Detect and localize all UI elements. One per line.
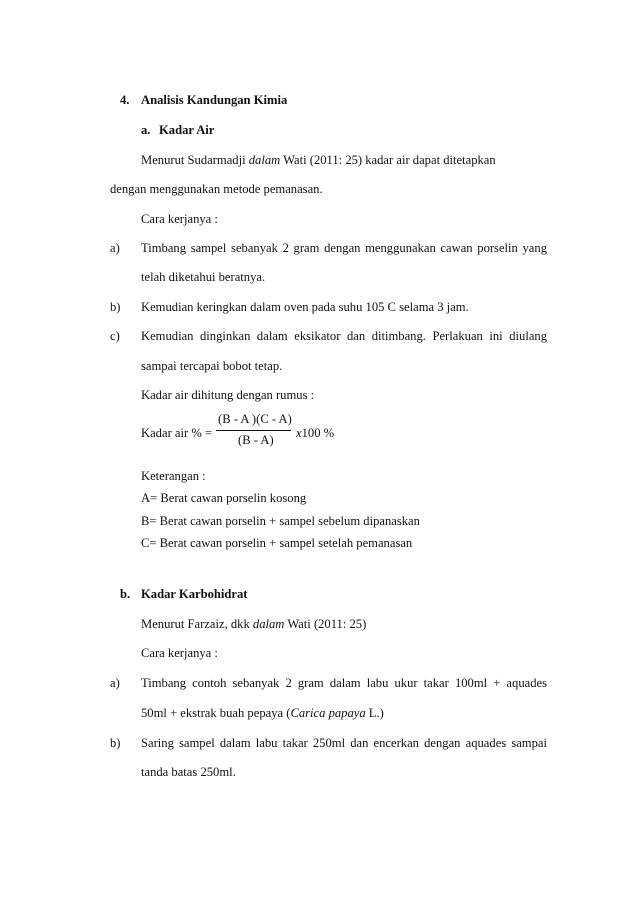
karbo-step-a-line1: Timbang contoh sebanyak 2 gram dalam labu ukur takar 100ml + aquades — [141, 676, 547, 690]
section-number: 4. — [120, 93, 130, 107]
step-b-line1: Kemudian keringkan dalam oven pada suhu 105 C selama 3 jam. — [141, 300, 469, 314]
formula-suffix — [296, 425, 334, 441]
karbohidrat-intro — [141, 616, 366, 632]
subsection-letter-b: b. — [120, 587, 131, 601]
karbo-step-a-line2 — [141, 705, 384, 721]
formula-denominator: (B - A) — [238, 433, 274, 447]
karbo-intro-italic: dalam — [252, 617, 285, 631]
keterangan-a: A= Berat cawan porselin kosong — [141, 491, 307, 505]
fraction-bar — [216, 430, 291, 431]
karbo-step-b-line2: tanda batas 250ml. — [141, 765, 236, 779]
step-a-line2: telah diketahui beratnya. — [141, 270, 266, 284]
intro-italic-dalam: dalam — [248, 153, 281, 167]
karbo-step-a-line2-pre: 50ml + ekstrak buah pepaya ( — [141, 706, 291, 720]
section-title: Analisis Kandungan Kimia — [141, 93, 288, 107]
karbo-step-b-line1: Saring sampel dalam labu takar 250ml dan encerkan dengan aquades sampai — [141, 736, 547, 750]
step-marker-b: b) — [110, 300, 121, 314]
kadar-air-intro-line1 — [141, 152, 547, 168]
formula-lhs: Kadar air % = — [141, 426, 213, 440]
kadar-air-intro-line2: dengan menggunakan metode pemanasan. — [110, 182, 323, 196]
cara-kerja-label-a: Cara kerjanya : — [141, 212, 218, 226]
subsection-letter-a: a. — [141, 123, 151, 137]
karbo-step-marker-a: a) — [110, 676, 120, 690]
step-c-line1: Kemudian dinginkan dalam eksikator dan ditimbang. Perlakuan ini diulang — [141, 329, 547, 343]
formula-percent: 100 % — [301, 426, 335, 440]
cara-kerja-label-b: Cara kerjanya : — [141, 646, 218, 660]
karbo-intro-post: Wati (2011: 25) — [284, 617, 367, 631]
formula-numerator: (B - A )(C - A) — [218, 412, 292, 426]
keterangan-c: C= Berat cawan porselin + sampel setelah pemanasan — [141, 536, 413, 550]
formula-fraction — [216, 414, 292, 446]
keterangan-b: B= Berat cawan porselin + sampel sebelum dipanaskan — [141, 514, 420, 528]
keterangan-label: Keterangan : — [141, 469, 206, 483]
step-c-line2: sampai tercapai bobot tetap. — [141, 359, 283, 373]
karbo-intro-pre: Menurut Farzaiz, dkk — [141, 617, 253, 631]
karbo-step-a-species: Carica papaya — [290, 706, 366, 720]
step-marker-c: c) — [110, 329, 120, 343]
step-marker-a: a) — [110, 241, 120, 255]
karbo-step-marker-b: b) — [110, 736, 121, 750]
step-a-line1: Timbang sampel sebanyak 2 gram dengan menggunakan cawan porselin yang — [141, 241, 547, 255]
intro-text-post: Wati (2011: 25) kadar air dapat ditetapkan — [280, 153, 496, 167]
intro-text-pre: Menurut Sudarmadji — [141, 153, 249, 167]
rumus-label: Kadar air dihitung dengan rumus : — [141, 388, 315, 402]
subsection-title-kadar-air: Kadar Air — [159, 123, 215, 137]
formula-x: x — [296, 426, 302, 440]
karbo-step-a-line2-post: L.) — [365, 706, 384, 720]
subsection-title-kadar-karbohidrat: Kadar Karbohidrat — [141, 587, 248, 601]
